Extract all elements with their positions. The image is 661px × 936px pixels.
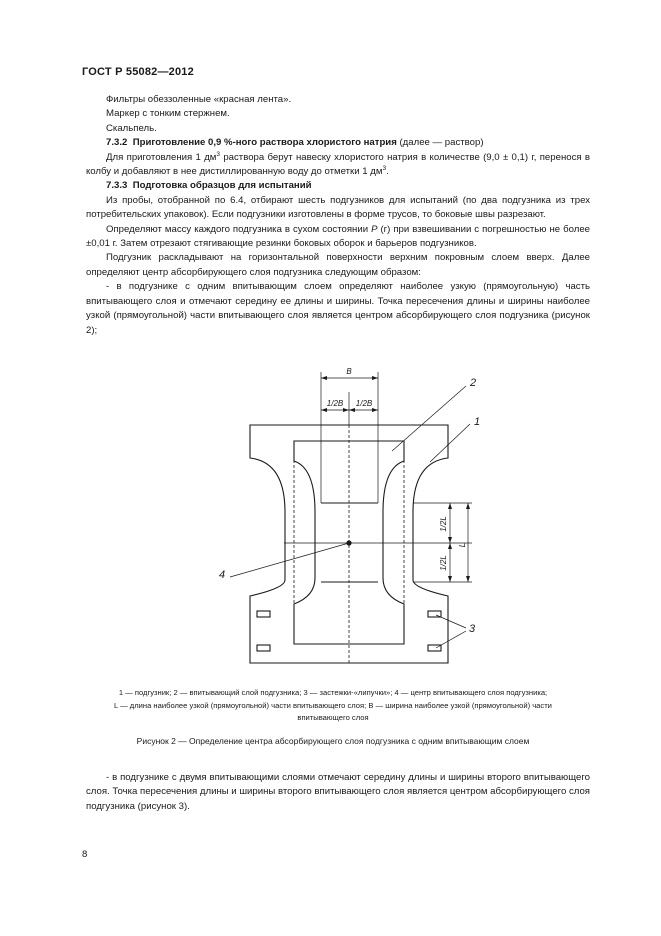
- section-7-3-2-heading: [86, 136, 590, 150]
- label-half-L-bottom: 1/2L: [439, 555, 448, 571]
- label-L: L: [458, 542, 467, 548]
- variable: P: [371, 223, 378, 235]
- text-run: (г) при взвешивании с погрешностью не более ±0,01 г. Затем отрезают стягивающие резинки боковых оборок и барьеров подгузников.: [86, 223, 590, 250]
- section-title: Приготовление 0,9 %-ного раствора хлористого натрия: [132, 137, 397, 149]
- leader-1: [430, 424, 470, 462]
- body-text-bottom: [86, 771, 590, 814]
- body-text-top: [86, 93, 590, 338]
- center-point: [346, 540, 351, 545]
- label-half-B-right: 1/2B: [355, 399, 373, 408]
- leader-4: [230, 543, 349, 577]
- section-number: 7.3.3: [106, 180, 128, 192]
- fastener: [257, 645, 270, 651]
- list-line: Скальпель.: [106, 122, 157, 134]
- text-run: Для приготовления 1 дм: [106, 151, 217, 163]
- label-half-L-top: 1/2L: [439, 516, 448, 532]
- paragraph: [86, 223, 590, 252]
- diaper-diagram: [0, 360, 661, 680]
- section-title: Подготовка образцов для испытаний: [132, 180, 312, 192]
- text-run: .: [386, 166, 389, 178]
- figure-caption: Рисунок 2 — Определение центра абсорбирующего слоя подгузника с одним впитывающим слоем: [136, 736, 530, 746]
- fastener: [257, 611, 270, 617]
- section-7-3-3-heading: [86, 179, 590, 193]
- section-number: 7.3.2: [106, 137, 128, 149]
- figure-2: [0, 360, 661, 680]
- label-1: 1: [474, 416, 481, 428]
- section-suffix: (далее — раствор): [399, 137, 484, 149]
- label-half-B-left: 1/2B: [326, 399, 344, 408]
- list-line: Маркер с тонким стержнем.: [106, 108, 230, 120]
- paragraph: Из пробы, отобранной по 6.4, отбирают шесть подгузников для испытаний (по два подгузника из трех потребительских упаковок). Если подгузники изготовлены в форме трусов, то боковые швы разрезают.: [86, 194, 590, 221]
- label-3: 3: [469, 623, 476, 635]
- label-4: 4: [219, 569, 226, 581]
- paragraph: [86, 151, 590, 180]
- leader-2: [392, 386, 466, 451]
- page-number: 8: [82, 849, 88, 860]
- page-header: ГОСТ Р 55082—2012: [82, 66, 194, 78]
- list-line: Фильтры обеззоленные «красная лента».: [106, 94, 292, 105]
- legend-line: 1 — подгузник; 2 — впитывающий слой подгузника; 3 — застежки-«липучки»; 4 — центр впитывающего слоя подгузника;: [118, 688, 548, 697]
- superscript: 3: [382, 165, 387, 173]
- figure-legend: [80, 687, 586, 725]
- legend-line: впитывающего слоя: [297, 713, 369, 722]
- label-B: B: [346, 367, 352, 376]
- leader-3a: [436, 615, 466, 628]
- label-2: 2: [470, 377, 477, 389]
- superscript: 3: [216, 150, 221, 158]
- text-run: Определяют массу каждого подгузника в сухом состоянии: [106, 223, 372, 235]
- leader-3b: [436, 631, 466, 648]
- paragraph: - в подгузнике с одним впитывающим слоем определяют наиболее узкую (прямоугольную) часть впитывающего слоя и отмечают середину ее длины и ширины. Точка пересечения длины и ширины наиболее узкой (прямоугольной) части впитывающего слоя является центром абсорбирующего слоя подгузника (рисунок 2);: [86, 281, 590, 336]
- legend-line: L — длина наиболее узкой (прямоугольной) части впитывающего слоя; B — ширина наиболее узкой (прямоугольной) части: [114, 700, 552, 710]
- paragraph: - в подгузнике с двумя впитывающими слоями отмечают середину длины и ширины второго впитывающего слоя. Точка пересечения длины и ширины второго впитывающего слоя является центром абсорбирующего слоя подгузника (рисунок 3).: [86, 772, 590, 812]
- paragraph: Подгузник раскладывают на горизонтальной поверхности верхним покровным слоем вверх. Далее определяют центр абсорбирующего слоя подгузника следующим образом:: [86, 252, 590, 278]
- text-run: раствора берут навеску хлористого натрия в количестве (9,0 ± 0,1) г, перенося в колбу и добавляют в нее дистиллированную воду до отметки 1 дм: [86, 151, 590, 178]
